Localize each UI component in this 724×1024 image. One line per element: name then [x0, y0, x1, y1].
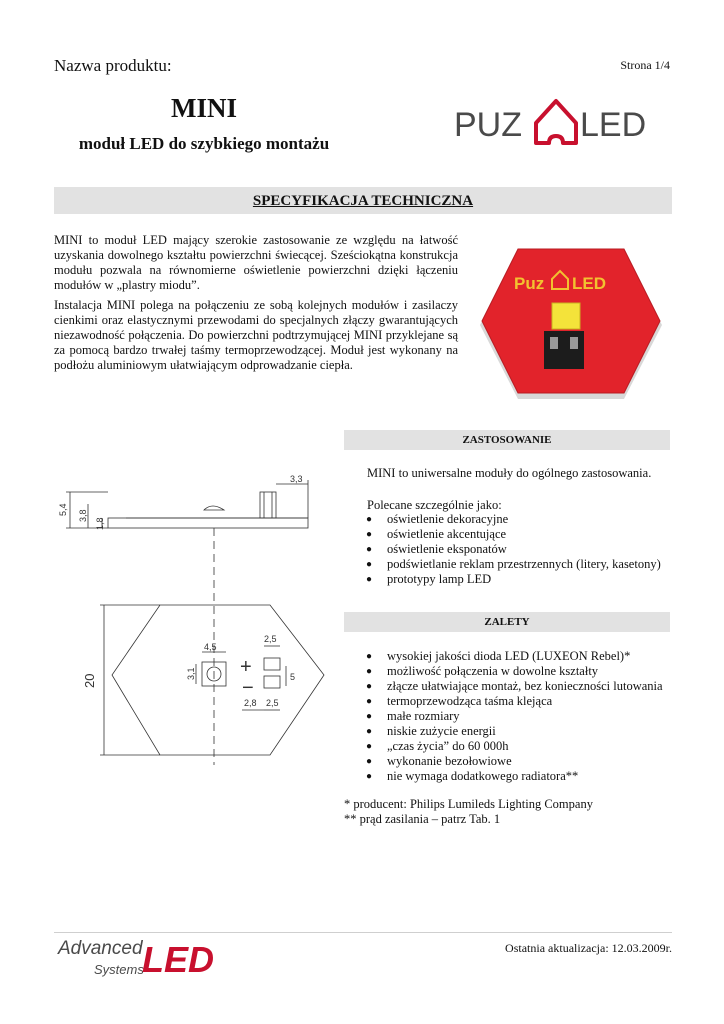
logo-text-led: LED	[580, 106, 647, 144]
list-item: ● podświetlanie reklam przestrzennych (litery, kasetony)	[366, 557, 661, 571]
bullet-icon: ●	[366, 756, 373, 767]
footer-divider	[54, 932, 672, 933]
zastosowanie-recommended: Polecane szczególnie jako:	[367, 498, 502, 512]
list-item: ● możliwość połączenia w dowolne kształty	[366, 664, 599, 678]
bullet-icon: ●	[366, 544, 373, 555]
connector-pin-1	[550, 337, 558, 349]
product-title: MINI	[171, 93, 237, 123]
list-item: ● niskie zużycie energii	[366, 724, 496, 738]
connector-block	[544, 331, 584, 369]
dim-5: 5	[290, 672, 296, 682]
spec-title: SPECYFIKACJA TECHNICZNA	[252, 193, 474, 209]
list-item: ● wykonanie bezołowiowe	[366, 754, 512, 768]
list-item: ● oświetlenie akcentujące	[366, 527, 507, 541]
intro-paragraph-2: Instalacja MINI polega na połączeniu ze sobą kolejnych modułów i zasilaczy cienkimi oraz elastycznymi przewodami do specjalnych złączy gwarantujących niezawodność połączenia. Do powierzchni podtrzymującej MINI przyklejane są za pomocą bardzo trwałej taśmy termoprzewodzącej. Moduł jest wykonany na podłożu aluminiowym ułatwiającym odprowadzanie ciepła.	[54, 298, 458, 372]
zalety-list	[366, 649, 663, 784]
company-mark-led: LED	[142, 939, 214, 980]
bullet-icon: ●	[366, 529, 373, 540]
list-item: ● termoprzewodząca taśma klejąca	[366, 694, 553, 708]
bullet-icon: ●	[366, 514, 373, 525]
puzzled-logo	[452, 95, 647, 151]
bullet-icon: ●	[366, 651, 373, 662]
zastosowanie-header-bar	[344, 430, 670, 450]
side-view-connector	[260, 492, 276, 518]
bullet-icon: ●	[366, 574, 373, 585]
bullet-icon: ●	[366, 711, 373, 722]
bullet-icon: ●	[366, 696, 373, 707]
polarity-minus: −	[242, 677, 254, 699]
logo-text-puz: PUZ	[454, 106, 522, 144]
list-item: ● oświetlenie eksponatów	[366, 542, 507, 556]
bullet-icon: ●	[366, 771, 373, 782]
company-name-systems: Systems	[94, 962, 144, 977]
dim-5-4: 5,4	[58, 503, 68, 516]
module-label-led: LED	[572, 274, 606, 293]
dim-3-3: 3,3	[290, 474, 303, 484]
side-view-led	[204, 506, 224, 510]
advanced-led-logo	[54, 934, 214, 980]
puzzle-house-icon	[536, 101, 576, 143]
bullet-icon: ●	[366, 726, 373, 737]
page-number: Strona 1/4	[620, 58, 670, 72]
bullet-icon: ●	[366, 559, 373, 570]
dim-2-5-bottom: 2,5	[266, 698, 279, 708]
bullet-icon: ●	[366, 681, 373, 692]
company-name-advanced: Advanced	[58, 938, 143, 959]
footnote-1: * producent: Philips Lumileds Lighting Company	[344, 797, 593, 811]
dim-20: 20	[82, 673, 97, 688]
dim-3-8: 3,8	[78, 509, 88, 522]
top-view-connector-minus	[264, 676, 280, 688]
module-label-puz: Puz	[514, 274, 545, 293]
list-item: ● małe rozmiary	[366, 709, 460, 723]
zastosowanie-header: ZASTOSOWANIE	[462, 434, 552, 446]
zastosowanie-list	[366, 512, 661, 587]
bullet-icon: ●	[366, 666, 373, 677]
product-name-label: Nazwa produktu:	[54, 56, 172, 75]
connector-pin-2	[570, 337, 578, 349]
list-item: ● oświetlenie dekoracyjne	[366, 512, 509, 526]
list-item: ● wysokiej jakości dioda LED (LUXEON Rebel)*	[366, 649, 631, 663]
dim-2-8: 2,8	[244, 698, 257, 708]
product-subtitle: moduł LED do szybkiego montażu	[78, 134, 330, 153]
bullet-icon: ●	[366, 741, 373, 752]
footnotes	[344, 797, 593, 827]
last-update: Ostatnia aktualizacja: 12.03.2009r.	[505, 941, 672, 955]
technical-drawing	[52, 470, 342, 770]
dim-4-5: 4,5	[204, 642, 217, 652]
list-item: ● „czas życia” do 60 000h	[366, 739, 509, 753]
zalety-header-bar	[344, 612, 670, 632]
zalety-header: ZALETY	[484, 616, 530, 628]
dim-2-5-top: 2,5	[264, 634, 277, 644]
top-view-connector-plus	[264, 658, 280, 670]
led-diode	[552, 303, 580, 329]
intro-paragraph-1: MINI to moduł LED mający szerokie zastosowanie ze względu na łatwość uzyskania dowolnego kształtu powierzchni świecącej. Sześciokątna konstrukcja modułu pozwala na równomierne oświetlenie powierzchni dzięki łączeniu modułów w „plastry miodu”.	[54, 233, 458, 292]
polarity-plus: +	[240, 656, 252, 678]
dim-3-1: 3,1	[186, 667, 196, 680]
list-item: ● nie wymaga dodatkowego radiatora**	[366, 769, 579, 783]
list-item: ● prototypy lamp LED	[366, 572, 492, 586]
side-view-base	[108, 518, 308, 528]
footnote-2: ** prąd zasilania – patrz Tab. 1	[344, 812, 501, 826]
zastosowanie-intro: MINI to uniwersalne moduły do ogólnego zastosowania.	[367, 466, 652, 480]
list-item: ● złącze ułatwiające montaż, bez konieczności lutowania	[366, 679, 663, 693]
intro-text	[54, 233, 458, 378]
spec-header-bar	[54, 187, 672, 214]
module-photo	[478, 245, 664, 405]
dim-1-8: 1,8	[95, 517, 105, 530]
